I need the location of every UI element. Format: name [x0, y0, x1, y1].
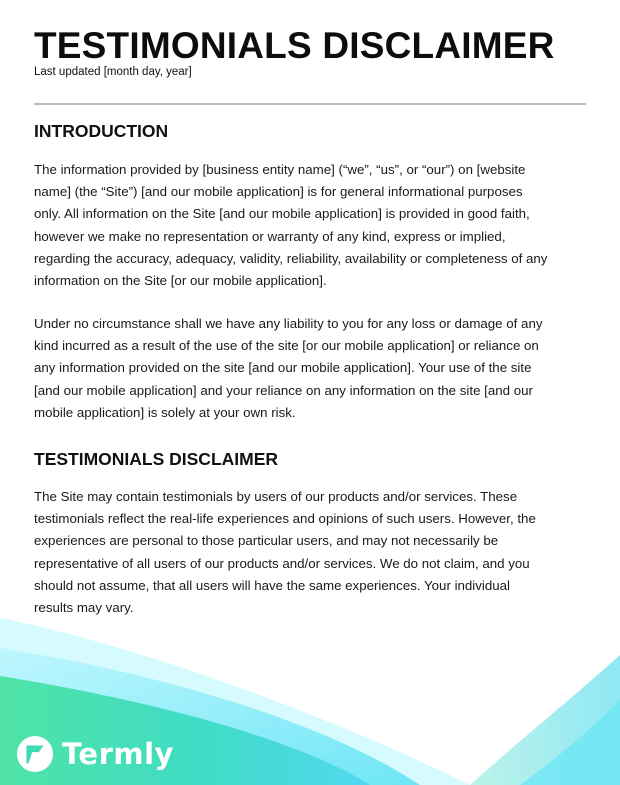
section-heading-testimonials-disclaimer: TESTIMONIALS DISCLAIMER: [34, 449, 279, 469]
document-title: TESTIMONIALS DISCLAIMER: [34, 25, 555, 66]
testimonials-paragraph: [34, 486, 594, 619]
paragraph-line: The information provided by [business entity name] (“we”, “us”, or “our”) on [website: [34, 162, 526, 177]
paragraph-line: regarding the accuracy, adequacy, validity, reliability, availability or completeness of any: [34, 250, 548, 266]
introduction-paragraph-2: [34, 313, 594, 424]
termly-brand: [16, 734, 174, 774]
brand-name: Termly: [62, 737, 174, 771]
last-updated-text: Last updated [month day, year]: [34, 66, 192, 78]
paragraph-line: The Site may contain testimonials by users of our products and/or services. These: [34, 489, 518, 504]
paragraph-line: information on the Site [or our mobile application].: [34, 273, 327, 289]
header-divider: [34, 103, 586, 105]
paragraph-line: results may vary.: [34, 600, 134, 616]
paragraph-line: only. All information on the Site [and our mobile application] is provided in good faith,: [34, 206, 530, 222]
paragraph-line: mobile application] is solely at your own risk.: [34, 404, 296, 420]
paragraph-line: representative of all users of our products and/or services. We do not claim, and you: [34, 555, 530, 571]
paragraph-line: any information provided on the site [and our mobile application]. Your use of the site: [34, 360, 532, 376]
paragraph-line: [and our mobile application] and your reliance on any information on the site [and our: [34, 382, 533, 398]
paragraph-line: should not assume, that all users will have the same experiences. Your individual: [34, 577, 511, 593]
paragraph-line: experiences are personal to those particular users, and may not necessarily be: [34, 533, 499, 549]
paragraph-line: testimonials reflect the real-life experiences and opinions of such users. However, the: [34, 511, 536, 527]
paragraph-line: kind incurred as a result of the use of the site [or our mobile application] or reliance on: [34, 338, 539, 354]
termly-logo-icon: [16, 735, 54, 773]
paragraph-line: name] (the “Site”) [and our mobile application] is for general informational purposes: [34, 184, 523, 200]
paragraph-line: however we make no representation or warranty of any kind, express or implied,: [34, 228, 506, 244]
paragraph-line: Under no circumstance shall we have any liability to you for any loss or damage of any: [34, 316, 543, 331]
introduction-paragraph-1: [34, 159, 594, 292]
section-heading-introduction: INTRODUCTION: [34, 121, 169, 141]
